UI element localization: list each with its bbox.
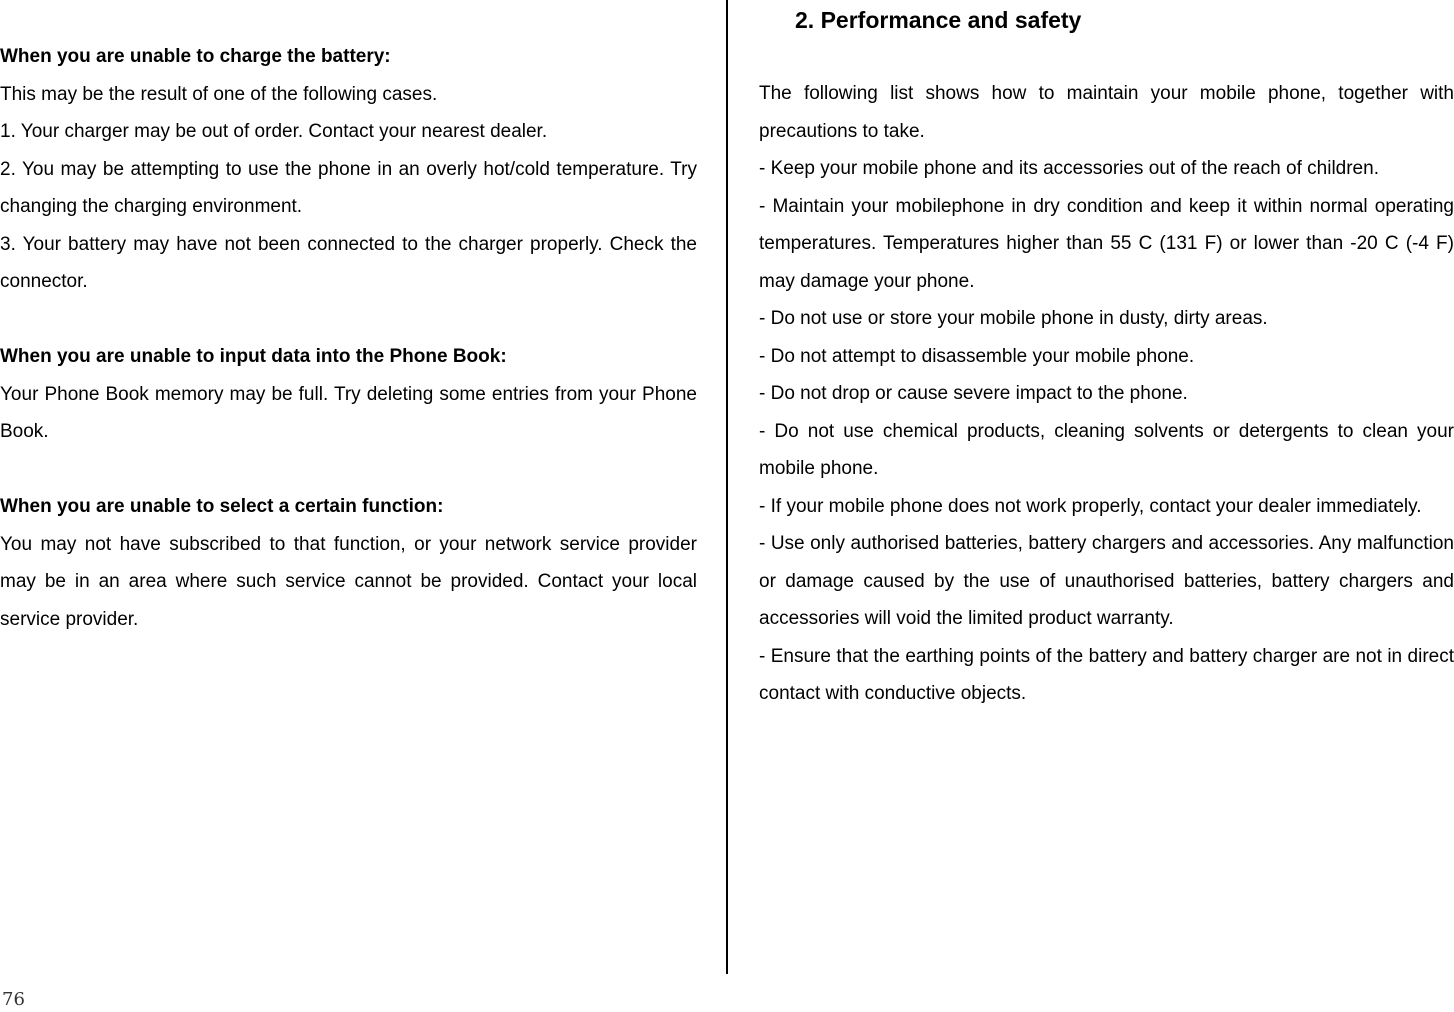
performance-intro: The following list shows how to maintain your mobile phone, together with precautions to take. (759, 83, 1454, 142)
phone-book-heading: When you are unable to input data into the Phone Book: (0, 346, 507, 367)
safety-item-3: - Do not use or store your mobile phone in dusty, dirty areas. (759, 308, 1268, 329)
charge-battery-item-1: 1. Your charger may be out of order. Contact your nearest dealer. (0, 121, 548, 142)
left-column (0, 38, 697, 638)
section-title: 2. Performance and safety (795, 7, 1082, 33)
select-function-text: You may not have subscribed to that function, or your network service provider may be in an area where such service cannot be provided. Contact your local service provider. (0, 533, 697, 630)
safety-item-5: - Do not drop or cause severe impact to the phone. (759, 383, 1188, 404)
safety-item-7: - If your mobile phone does not work properly, contact your dealer immediately. (759, 495, 1422, 517)
safety-item-6: - Do not use chemical products, cleaning solvents or detergents to clean your mobile phone. (759, 420, 1454, 479)
safety-item-4: - Do not attempt to disassemble your mobile phone. (759, 345, 1195, 367)
charge-battery-item-2: 2. You may be attempting to use the phone in an overly hot/cold temperature. Try changing the charging environment. (0, 158, 697, 217)
charge-battery-heading: When you are unable to charge the battery: (0, 46, 391, 67)
charge-battery-section (0, 38, 697, 301)
page-number: 76 (2, 989, 25, 1010)
charge-battery-intro: This may be the result of one of the following cases. (0, 83, 438, 105)
charge-battery-item-3: 3. Your battery may have not been connected to the charger properly. Check the connector. (0, 233, 697, 292)
section-gap (0, 451, 697, 489)
select-function-section (0, 488, 697, 638)
select-function-heading: When you are unable to select a certain function: (0, 496, 444, 517)
safety-item-1: - Keep your mobile phone and its accessories out of the reach of children. (759, 158, 1379, 179)
column-divider (726, 0, 728, 974)
safety-item-2: - Maintain your mobilephone in dry condition and keep it within normal operating temperatures. Temperatures higher than 55 C (131 F) or lower than -20 C (-4 F) may damage your phone. (759, 195, 1454, 292)
right-column (759, 0, 1454, 713)
phone-book-section (0, 338, 697, 451)
phone-book-text: Your Phone Book memory may be full. Try deleting some entries from your Phone Book. (0, 383, 697, 442)
section-gap (0, 301, 697, 339)
safety-item-8: - Use only authorised batteries, battery chargers and accessories. Any malfunction or damage caused by the use of unauthorised batteries, battery chargers and accessories will void the limited product warranty. (759, 533, 1454, 629)
safety-item-9: - Ensure that the earthing points of the battery and battery charger are not in direct contact with conductive objects. (759, 645, 1454, 704)
